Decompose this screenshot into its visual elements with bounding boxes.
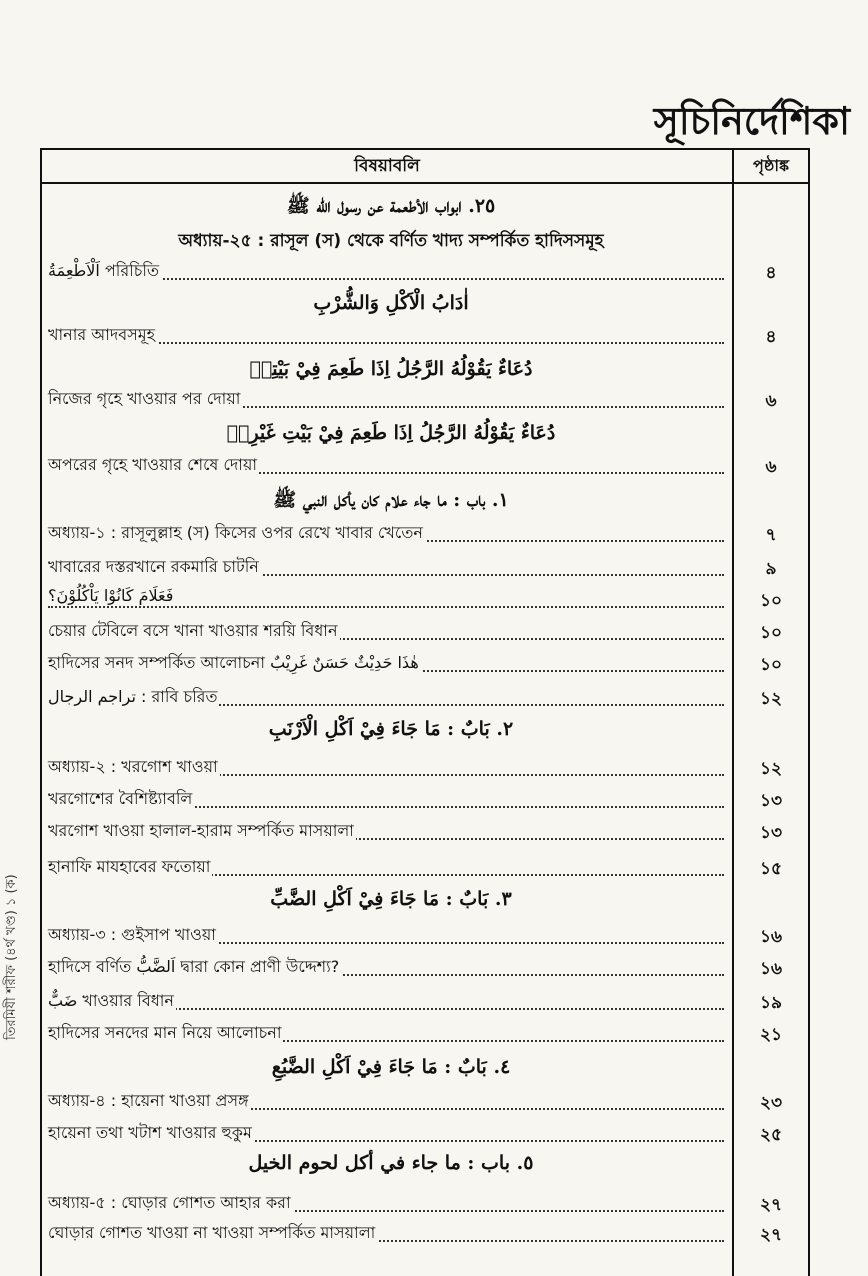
- toc-entry-row: [42, 552, 808, 582]
- page-title: সূচিনির্দেশিকা: [653, 99, 850, 143]
- entry-title: অধ্যায়-৩ : গুইসাপ খাওয়া: [48, 922, 218, 949]
- entry-page-number: ২৩: [759, 1093, 783, 1113]
- leader-dots: [48, 606, 724, 608]
- section-heading: ٥. باب : ما جاء في أكل لحوم الخيل: [248, 1152, 534, 1174]
- entry-title: হাদিসের সনদ সম্পর্কিত আলোচনা هٰذَا حَدِيْثٌ حَسَنٌ غَرِيْبٌ: [48, 650, 421, 677]
- entry-page-number: ১৩: [759, 823, 783, 843]
- entry-page-number: ৪: [765, 263, 777, 283]
- toc-entry-row: [42, 1118, 808, 1148]
- entry-page-number: ৪: [765, 327, 777, 347]
- section-heading: دُعَاءٌ يَقُوْلُهُ الرَّجُلُ اِذَا طَعِمَ فِيْ بَيْتِهٖ: [249, 358, 533, 380]
- entry-title: খানার আদবসমূহ: [48, 322, 157, 349]
- entry-title: اَلْاَطْعِمَةُ পরিচিতি: [48, 258, 161, 285]
- toc-table: [40, 148, 810, 1276]
- section-heading: ٤. بَابٌ : مَا جَاءَ فِيْ اَكْلِ الضَّبُعِ: [271, 1056, 511, 1078]
- toc-entry-row: [42, 320, 808, 350]
- toc-entry-row: [42, 752, 808, 782]
- entry-title: অধ্যায়-১ : রাসূলুল্লাহ (স) কিসের ওপর রেখে খাবার খেতেন: [48, 520, 425, 547]
- table-header: [42, 150, 808, 184]
- toc-section-heading-row: [42, 1054, 808, 1084]
- entry-title: হাদিসের সনদের মান নিয়ে আলোচনা: [48, 1020, 283, 1047]
- section-heading: ٢٥. ابواب الأطعمة عن رسول الله ﷺ: [286, 195, 496, 217]
- toc-entry-row: [42, 384, 808, 414]
- subject-column-header: বিষয়াবলি: [354, 156, 420, 176]
- page-column-header: পৃষ্ঠাঙ্ক: [753, 156, 789, 175]
- section-heading: ٢. بَابٌ : مَا جَاءَ فِيْ اَكْلِ الْاَرْنَبِ: [268, 718, 514, 740]
- toc-entry-row: [42, 920, 808, 950]
- entry-page-number: ১৬: [759, 959, 783, 979]
- toc-entry-row: [42, 852, 808, 882]
- toc-section-heading-row: [42, 226, 808, 256]
- section-heading: ١. باب : ما جاء علام كان يأكل النبي ﷺ: [273, 489, 509, 511]
- entry-title: অধ্যায়-৫ : ঘোড়ার গোশত আহার করা: [48, 1190, 293, 1217]
- entry-page-number: ২৭: [759, 1195, 783, 1215]
- chapter-subheading: অধ্যায়-২৫ : রাসূল (স) থেকে বর্ণিত খাদ্য সম্পর্কিত হাদিসসমূহ: [178, 231, 604, 251]
- entry-title: ضَبٌّ খাওয়ার বিধান: [48, 988, 176, 1015]
- toc-section-heading-row: [42, 1150, 808, 1180]
- entry-title: فَعَلَامَ كَانُوْا يَاْكُلُوْنَ؟: [48, 586, 174, 605]
- entry-page-number: ১৫: [759, 859, 783, 879]
- toc-entry-row: [42, 648, 808, 678]
- toc-entry-row: [42, 518, 808, 548]
- toc-entry-row: [42, 682, 808, 712]
- entry-title: ঘোড়ার গোশত খাওয়া না খাওয়া সম্পর্কিত মাসয়ালা: [48, 1220, 377, 1247]
- section-heading: ٣. بَابٌ : مَا جَاءَ فِيْ اَكْلِ الضَّبِّ: [270, 888, 512, 910]
- entry-title: হায়েনা তথা খটাশ খাওয়ার হুকুম: [48, 1120, 254, 1147]
- entry-title: চেয়ার টেবিলে বসে খানা খাওয়ার শরয়ি বিধান: [48, 618, 340, 645]
- entry-page-number: ১২: [759, 759, 783, 779]
- toc-entry-row: [42, 1018, 808, 1048]
- toc-entry-row: [42, 256, 808, 286]
- entry-page-number: ২১: [759, 1025, 783, 1045]
- entry-page-number: ১৬: [759, 927, 783, 947]
- entry-title: অধ্যায়-৪ : হায়েনা খাওয়া প্রসঙ্গ: [48, 1088, 251, 1115]
- toc-entry-row: [42, 816, 808, 846]
- entry-title: অপরের গৃহে খাওয়ার শেষে দোয়া: [48, 452, 259, 479]
- toc-section-heading-row: [42, 420, 808, 450]
- toc-section-heading-row: [42, 192, 808, 222]
- entry-page-number: ৬: [765, 391, 777, 411]
- toc-entry-row: [42, 584, 808, 614]
- toc-entry-row: [42, 616, 808, 646]
- entry-page-number: ১০: [759, 623, 783, 643]
- toc-section-heading-row: [42, 716, 808, 746]
- toc-entry-row: [42, 986, 808, 1016]
- toc-entry-row: [42, 1188, 808, 1218]
- entry-title: تراجم الرجال : রাবি চরিত: [48, 684, 219, 711]
- entry-page-number: ৯: [765, 559, 777, 579]
- entry-page-number: ১০: [759, 655, 783, 675]
- entry-page-number: ৭: [765, 525, 777, 545]
- entry-title: হাদিসে বর্ণিত اَلضَّبُّ দ্বারা কোন প্রাণী উদ্দেশ্য?: [48, 954, 341, 981]
- entry-page-number: ৬: [765, 457, 777, 477]
- toc-entry-row: [42, 952, 808, 982]
- entry-page-number: ১৯: [759, 993, 783, 1013]
- entry-page-number: ১২: [759, 689, 783, 709]
- toc-section-heading-row: [42, 290, 808, 320]
- toc-entry-row: [42, 784, 808, 814]
- entry-title: খরগোশ খাওয়া হালাল-হারাম সম্পর্কিত মাসয়ালা: [48, 818, 356, 845]
- toc-section-heading-row: [42, 886, 808, 916]
- toc-section-heading-row: [42, 486, 808, 516]
- toc-section-heading-row: [42, 356, 808, 386]
- entry-page-number: ২৫: [759, 1125, 783, 1145]
- entry-title: খাবারের দস্তরখানে রকমারি চাটনি: [48, 554, 261, 581]
- section-heading: دُعَاءٌ يَقُوْلُهُ الرَّجُلُ اِذَا طَعِمَ فِيْ بَيْتِ غَيْرِهٖ: [226, 422, 556, 444]
- entry-title: নিজের গৃহে খাওয়ার পর দোয়া: [48, 386, 242, 413]
- entry-title: খরগোশের বৈশিষ্ট্যাবলি: [48, 786, 194, 813]
- toc-page: সূচিনির্দেশিকা তিরমিযী শরীফ (৪র্থ খণ্ড) ১ (ক) বিষয়াবলি পৃষ্ঠাঙ্ক ٢٥. ابواب الأطعمة عن رسول الله ﷺ অধ্যায়-২৫ : রাসূল (স) থেকে বর্ণিত খাদ্য সম্পর্কিত হাদিসসমূহ اَلْاَطْعِمَةُ পরিচিতি ৪ اٰدَابُ الْاَكْلِ وَالشُّرْبِ খানার আদবসমূহ ৪ دُعَاءٌ يَقُوْلُهُ الرَّجُلُ اِذَا طَعِمَ فِيْ بَيْتِهٖ নিজের গৃহে খাওয়ার পর দোয়া ৬ دُعَاءٌ يَقُوْلُهُ الرَّجُلُ اِذَا طَعِمَ فِيْ بَيْتِ غَيْرِهٖ অপরের গৃহে খাওয়ার শেষে দোয়া ৬ ١. باب : ما جاء علام كان يأكل النبي ﷺ অধ্যায়-১ : রাসূলুল্লাহ (স) কিসের ওপর রেখে খাবার খেতেন ৭ খাবারের দস্তরখানে রকমারি চাটনি ৯ فَعَلَامَ كَانُوْا يَاْكُلُوْنَ؟ ১০ চেয়ার টেবিলে বসে খানা খাওয়ার শরয়ি বিধান ১০ হাদিসের সনদ সম্পর্কিত আলোচনা هٰذَا حَدِيْثٌ حَسَنٌ غَرِيْبٌ ১০ تراجم الرجال : রাবি চরিত ১২ ٢. بَابٌ : مَا جَاءَ فِيْ اَكْلِ الْاَرْنَبِ অধ্যায়-২ : খরগোশ খাওয়া ১২ খরগোশের বৈশিষ্ট্যাবলি ১৩ খরগোশ খাওয়া হালাল-হারাম সম্পর্কিত মাসয়ালা ১৩ হানাফি মাযহাবের ফতোয়া ১৫ ٣. بَابٌ : مَا جَاءَ فِيْ اَكْلِ الضَّبِّ অধ্যায়-৩ : গুইসাপ খাওয়া ১৬ হাদিসে বর্ণিত اَلضَّبُّ দ্বারা কোন প্রাণী উদ্দেশ্য? ১৬ ضَبٌّ খাওয়ার বিধান ১৯ হাদিসের সনদের মান নিয়ে আলোচনা ২১ ٤. بَابٌ : مَا جَاءَ فِيْ اَكْلِ الضَّبُعِ অধ্যায়-৪ : হায়েনা খাওয়া প্রসঙ্গ ২৩ হায়েনা তথা খটাশ খাওয়ার হুকুম ২৫ ٥. باب : ما جاء في أكل لحوم الخيل অধ্যায়-৫ : ঘোড়ার গোশত আহার করা ২৭ ঘোড়ার গোশত খাওয়া না খাওয়া সম্পর্কিত মাসয়ালা ২৭: [0, 0, 868, 1276]
- section-heading: اٰدَابُ الْاَكْلِ وَالشُّرْبِ: [313, 292, 469, 314]
- entry-title: হানাফি মাযহাবের ফতোয়া: [48, 854, 212, 881]
- toc-entry-row: [42, 1218, 808, 1248]
- entry-title: অধ্যায়-২ : খরগোশ খাওয়া: [48, 754, 220, 781]
- entry-page-number: ১০: [759, 591, 783, 611]
- toc-entry-row: [42, 450, 808, 480]
- entry-page-number: ১৩: [759, 791, 783, 811]
- toc-entry-row: [42, 1086, 808, 1116]
- entry-page-number: ২৭: [759, 1225, 783, 1245]
